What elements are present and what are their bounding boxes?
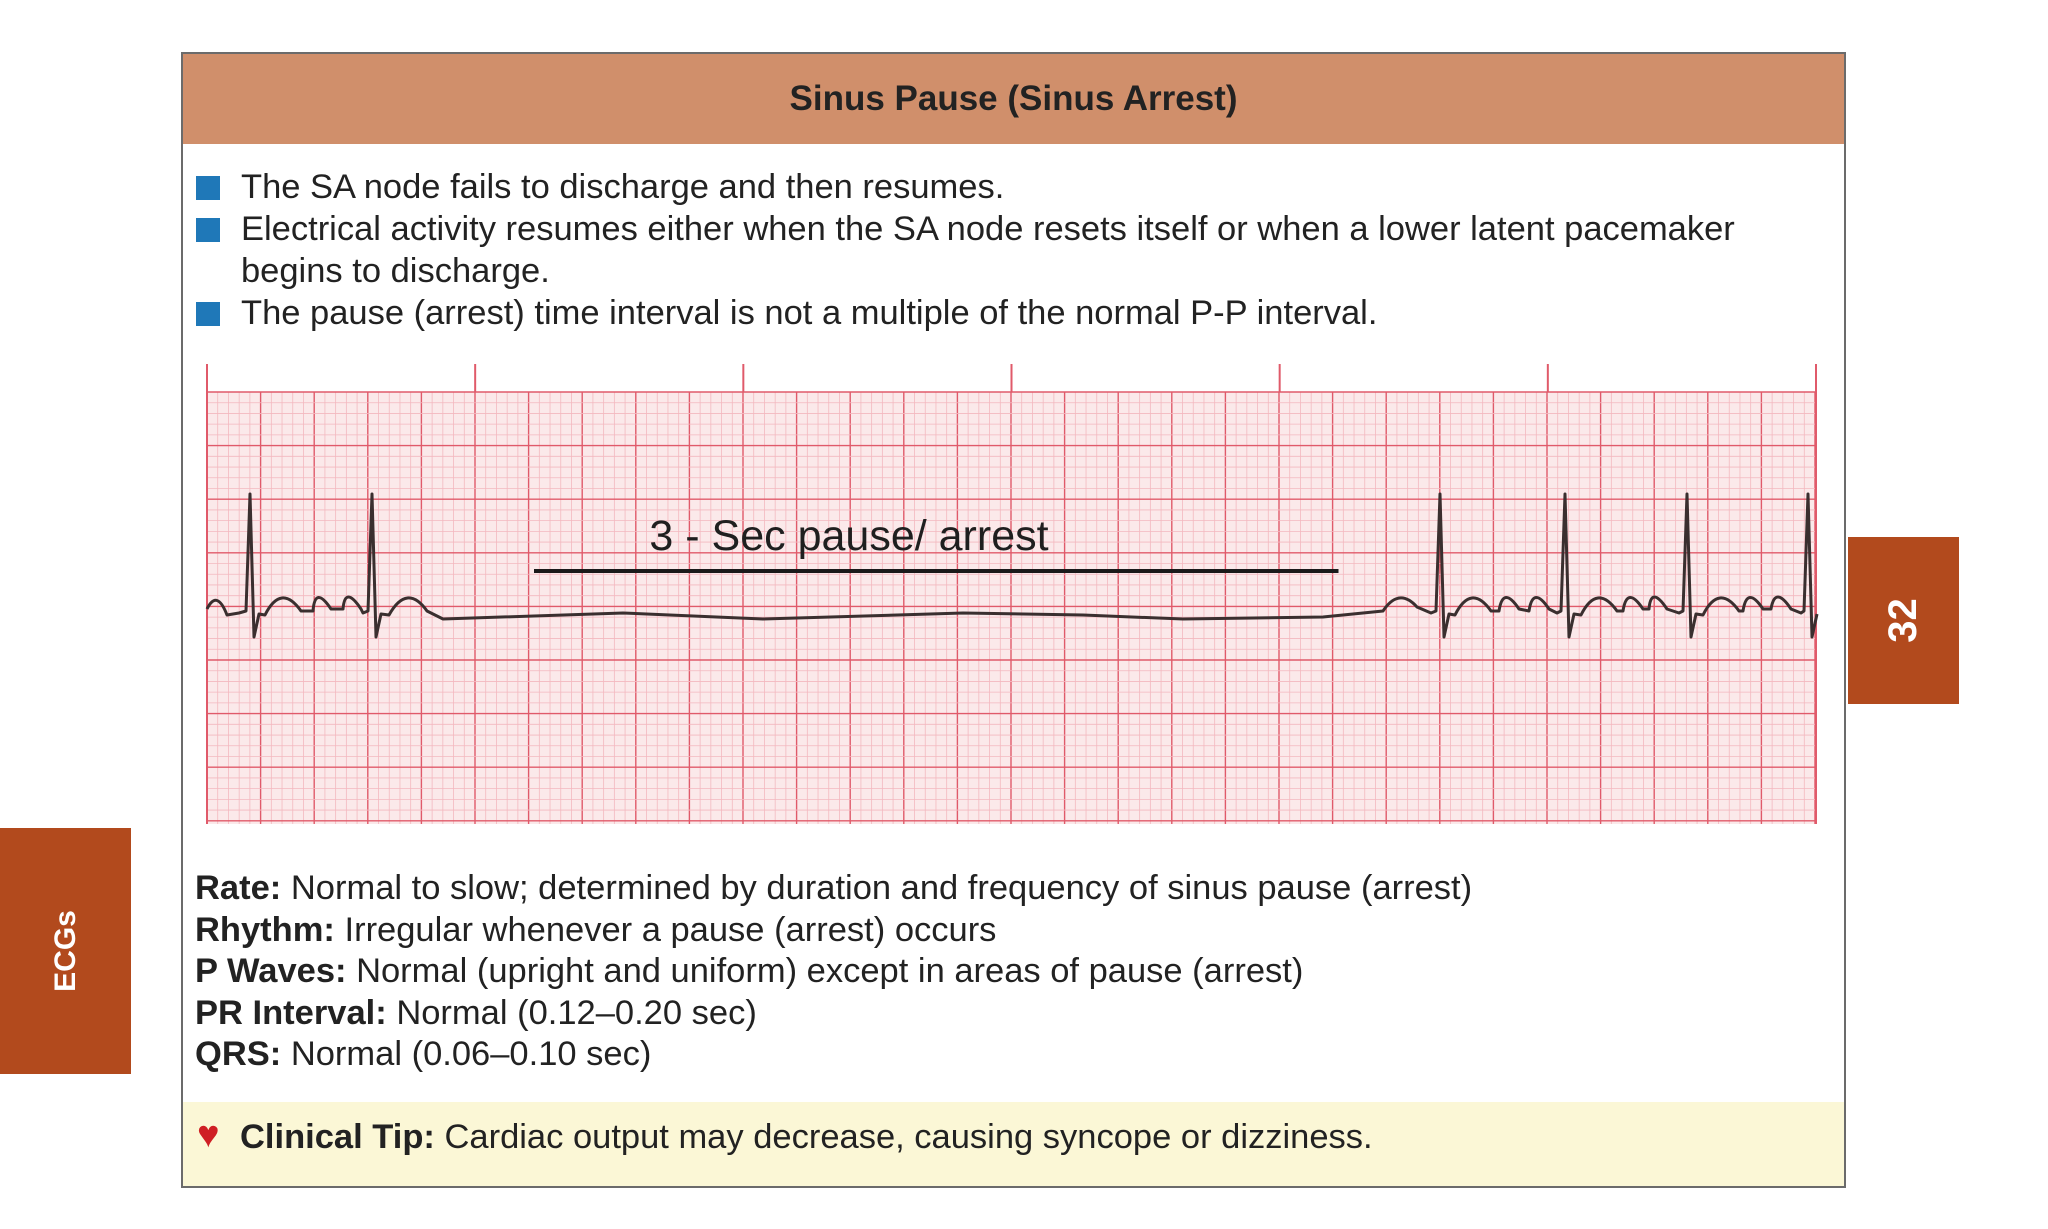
page-number: 32	[1881, 598, 1925, 643]
page-number-tab	[1848, 537, 1959, 704]
ecg-strip-graphic	[203, 359, 1823, 831]
card-header	[183, 54, 1844, 144]
section-tab	[0, 828, 131, 1074]
card-title: Sinus Pause (Sinus Arrest)	[789, 79, 1238, 118]
spec-qrs: QRS: Normal (0.06–0.10 sec)	[195, 1035, 652, 1073]
square-bullet-icon	[196, 176, 220, 200]
pause-annotation: 3 - Sec pause/ arrest	[649, 512, 1049, 560]
list-item: The SA node fails to discharge and then resumes.	[196, 166, 1836, 208]
section-label: ECGs	[48, 910, 82, 992]
ecg-strip	[203, 359, 1823, 831]
bullet-list	[196, 166, 1836, 334]
square-bullet-icon	[196, 218, 220, 242]
rhythm-specs	[195, 868, 1472, 1076]
square-bullet-icon	[196, 302, 220, 326]
heart-icon: ♥	[197, 1114, 220, 1156]
spec-pr-interval: PR Interval: Normal (0.12–0.20 sec)	[195, 993, 757, 1032]
list-item: The pause (arrest) time interval is not a multiple of the normal P-P interval.	[196, 292, 1836, 334]
list-item: Electrical activity resumes either when the SA node resets itself or when a lower latent pacemaker begins to discharge.	[196, 208, 1836, 292]
rhythm-card	[181, 52, 1846, 1188]
spec-p-waves: P Waves: Normal (upright and uniform) except in areas of pause (arrest)	[195, 952, 1304, 990]
clinical-tip-label: Clinical Tip:	[240, 1118, 435, 1156]
clinical-tip	[183, 1102, 1844, 1186]
spec-rate: Rate: Normal to slow; determined by duration and frequency of sinus pause (arrest)	[195, 869, 1473, 907]
clinical-tip-text: Cardiac output may decrease, causing syncope or dizziness.	[434, 1118, 1373, 1156]
spec-rhythm: Rhythm: Irregular whenever a pause (arrest) occurs	[195, 910, 997, 949]
